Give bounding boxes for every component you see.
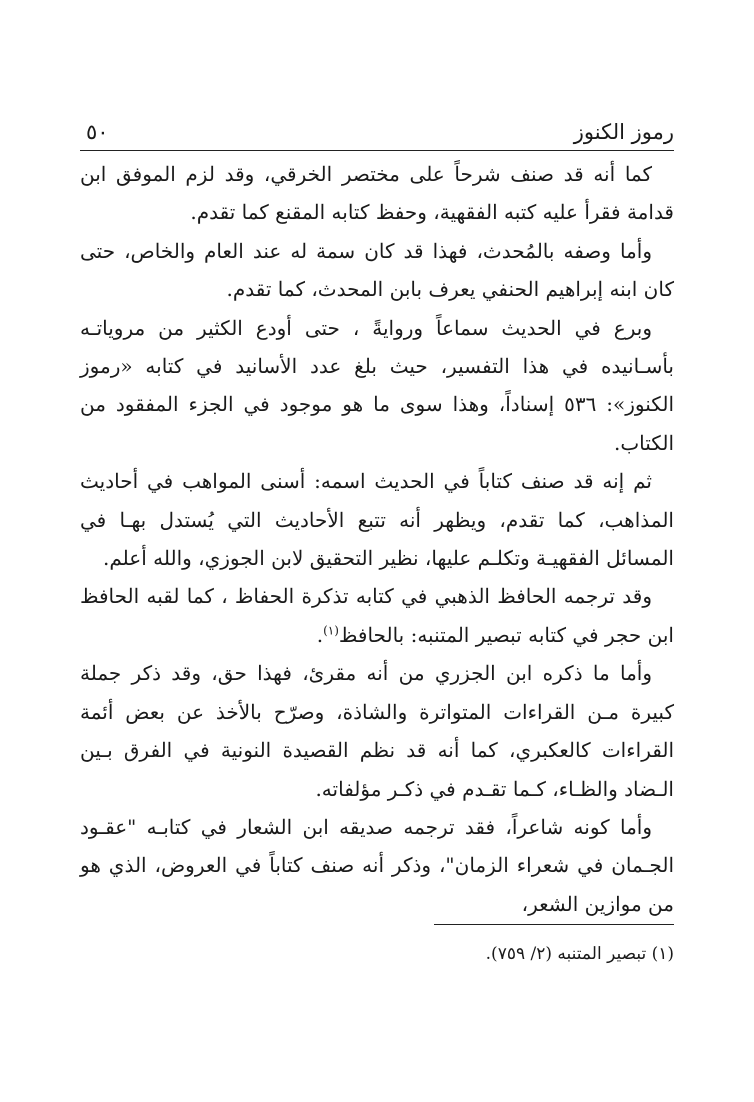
footnotes-section [80,924,674,967]
page-number: ٥٠ [86,120,109,144]
page-header [80,118,674,151]
paragraph-text: وقد ترجمه الحافظ الذهبي في كتابه تذكرة الحفاظ ، كما لقبه الحافظ ابن حجر في كتابه تبصير المتنبه: بالحافظ [80,584,674,647]
running-title: رموز الكنوز [573,120,674,144]
paragraph: وأما وصفه بالمُحدث، فهذا قد كان سمة له عند العام والخاص، حتى كان ابنه إبراهيم الحنفي يعرف بابن المحدث، كما تقدم. [80,238,674,302]
footnote-rule [434,924,674,925]
paragraph: ثم إنه قد صنف كتاباً في الحديث اسمه: أسنى المواهب في أحاديث المذاهب، كما تقدم، ويظهر أنه تتبع الأحاديث التي يُستدل بهـا في المسائل الفقهيـة وتكلـم عليها، نظير التحقيق لابن الجوزي، والله أعلم. [80,469,674,571]
footnote-reference: (١) [323,623,339,638]
book-page [80,118,674,1018]
paragraph: كما أنه قد صنف شرحاً على مختصر الخرقي، وقد لزم الموفق ابن قدامة فقرأ عليه كتبه الفقهية، وحفظ كتابه المقنع كما تقدم. [80,162,674,225]
page-body [80,155,674,923]
paragraph-end: . [316,622,324,647]
paragraph: وبرع في الحديث سماعاً وروايةً ، حتى أودع الكثير من مروياتـه بأسـانيده في هذا التفسير، حيث بلغ عدد الأسانيد في كتابه «رموز الكنوز»: ٥٣٦ إسناداً، وهذا سوى ما هو موجود في الجزء المفقود من الكتاب. [80,315,674,455]
paragraph: وأما كونه شاعراً، فقد ترجمه صديقه ابن الشعار في كتابـه "عقـود الجـمان في شعراء الزمان"، وذكر أنه صنف كتاباً في العروض، الذي هو من موازين الشعر، [80,814,674,916]
paragraph-with-footnote [80,577,674,654]
paragraph: وأما ما ذكره ابن الجزري من أنه مقرئ، فهذا حق، وقد ذكر جملة كبيرة مـن القراءات المتواترة والشاذة، وصرّح بالأخذ عن بعض أئمة القراءات كالعكبري، كما أنه قد نظم القصيدة النونية في الفرق بـين الـضاد والظـاء، كـما تقـدم في ذكـر مؤلفاته. [80,661,674,801]
footnote: (١) تبصير المتنبه (٢/ ٧٥٩). [485,944,674,964]
